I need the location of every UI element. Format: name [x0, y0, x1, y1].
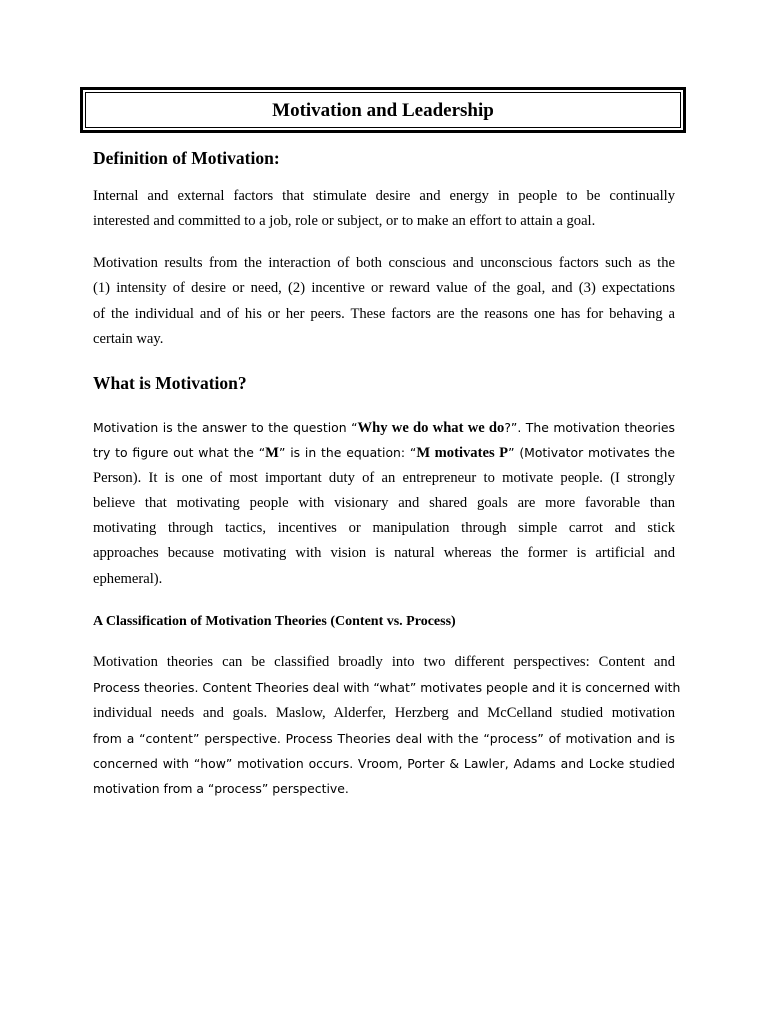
paragraph-line: interested and committed to a job, role or subject, or to make an effort to attain a goal. — [93, 213, 596, 230]
definition-heading: Definition of Motivation: — [93, 148, 280, 168]
paragraph-line: motivation from a “process” perspective. — [93, 781, 349, 797]
paragraph-line: approaches because motivating with vision is natural whereas the former is artificial and — [93, 545, 675, 562]
paragraph-line: Process theories. Content Theories deal with “what” motivates people and it is concerned with — [93, 680, 681, 696]
title-box-inner — [85, 92, 681, 128]
what-is-motivation-heading: What is Motivation? — [93, 373, 247, 393]
what-is-motivation-paragraph — [93, 415, 675, 592]
emphasis-m: M — [265, 445, 279, 462]
text-run: ” is in the equation: “ — [278, 445, 417, 461]
document-title: Motivation and Leadership — [272, 99, 494, 121]
paragraph-line: ephemeral). — [93, 570, 163, 587]
emphasis-why-we-do: Why we do what we do — [357, 420, 505, 436]
paragraph-line: Motivation theories can be classified broadly into two different perspectives: Content and — [93, 654, 675, 670]
emphasis-m-motivates-p: M motivates P — [416, 445, 509, 462]
paragraph-line: concerned with “how” motivation occurs. Vroom, Porter & Lawler, Adams and Locke studied — [93, 756, 675, 772]
definition-paragraph-1 — [93, 184, 675, 235]
paragraph-line: certain way. — [93, 330, 164, 347]
paragraph-line: believe that motivating people with visionary and shared goals are more favorable than — [93, 494, 675, 511]
paragraph-line: (1) intensity of desire or need, (2) incentive or reward value of the goal, and (3) expectations — [93, 280, 675, 297]
paragraph-line: of the individual and of his or her peers. These factors are the reasons one has for behaving a — [93, 305, 675, 322]
classification-paragraph — [93, 650, 681, 802]
text-run: ?”. The motivation theories — [504, 420, 676, 435]
text-run: try to figure out what the “ — [93, 445, 266, 461]
classification-heading: A Classification of Motivation Theories (Content vs. Process) — [93, 614, 456, 629]
paragraph-line: Motivation results from the interaction of both conscious and unconscious factors such as the — [93, 255, 675, 271]
paragraph-line: Internal and external factors that stimulate desire and energy in people to be continually — [93, 188, 675, 204]
paragraph-line — [93, 415, 675, 440]
definition-paragraph-2 — [93, 251, 675, 352]
text-run: ” (Motivator motivates the — [508, 445, 676, 461]
paragraph-line: motivating through tactics, incentives or manipulation through simple carrot and stick — [93, 520, 675, 537]
paragraph-line: from a “content” perspective. Process Theories deal with the “process” of motivation and is — [93, 730, 675, 746]
paragraph-line: individual needs and goals. Maslow, Alderfer, Herzberg and McCelland studied motivation — [93, 704, 675, 721]
paragraph-line — [93, 440, 675, 465]
text-run: Motivation is the answer to the question “ — [93, 420, 358, 435]
title-box — [80, 87, 686, 133]
paragraph-line: Person). It is one of most important duty of an entrepreneur to motivate people. (I strongly — [93, 469, 675, 486]
